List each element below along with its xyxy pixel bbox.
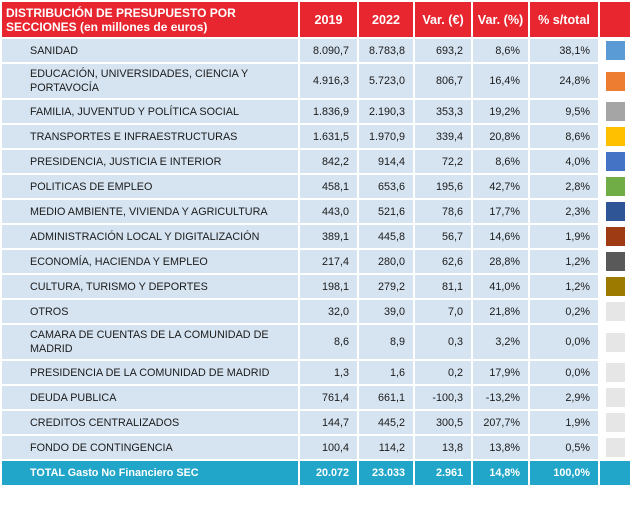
row-var-pct: 207,7%	[472, 410, 529, 435]
row-color-cell	[599, 224, 630, 249]
row-share: 0,5%	[529, 435, 599, 460]
table-row	[1, 174, 630, 199]
row-label: FONDO DE CONTINGENCIA	[1, 435, 299, 460]
row-2019: 1.836,9	[299, 99, 358, 124]
row-var-eur: 339,4	[414, 124, 472, 149]
row-var-pct: 8,6%	[472, 149, 529, 174]
row-2019: 8,6	[299, 324, 358, 360]
row-label: ADMINISTRACIÓN LOCAL Y DIGITALIZACIÓN	[1, 224, 299, 249]
row-2019: 761,4	[299, 385, 358, 410]
row-2019: 198,1	[299, 274, 358, 299]
row-color-cell	[599, 99, 630, 124]
row-2022: 521,6	[358, 199, 414, 224]
row-var-eur: 7,0	[414, 299, 472, 324]
table-row	[1, 38, 630, 63]
row-color-cell	[599, 324, 630, 360]
row-color-cell	[599, 274, 630, 299]
row-2019: 8.090,7	[299, 38, 358, 63]
table-row	[1, 63, 630, 99]
row-color-cell	[599, 410, 630, 435]
row-color-cell	[599, 199, 630, 224]
row-color-cell	[599, 249, 630, 274]
row-2022: 8.783,8	[358, 38, 414, 63]
legend-swatch	[606, 72, 625, 91]
row-2022: 39,0	[358, 299, 414, 324]
row-2019: 100,4	[299, 435, 358, 460]
row-var-eur: 62,6	[414, 249, 472, 274]
row-var-pct: -13,2%	[472, 385, 529, 410]
row-label: PRESIDENCIA, JUSTICIA E INTERIOR	[1, 149, 299, 174]
row-label: MEDIO AMBIENTE, VIVIENDA Y AGRICULTURA	[1, 199, 299, 224]
row-label: SANIDAD	[1, 38, 299, 63]
row-2019: 389,1	[299, 224, 358, 249]
row-var-eur: 56,7	[414, 224, 472, 249]
row-share: 0,0%	[529, 324, 599, 360]
table-row	[1, 385, 630, 410]
row-label: ECONOMÍA, HACIENDA Y EMPLEO	[1, 249, 299, 274]
row-share: 1,2%	[529, 274, 599, 299]
row-color-cell	[599, 124, 630, 149]
row-share: 0,0%	[529, 360, 599, 385]
legend-swatch	[606, 227, 625, 246]
row-var-eur: 81,1	[414, 274, 472, 299]
row-2022: 279,2	[358, 274, 414, 299]
row-label: OTROS	[1, 299, 299, 324]
row-2019: 4.916,3	[299, 63, 358, 99]
row-label: CULTURA, TURISMO Y DEPORTES	[1, 274, 299, 299]
row-share: 2,8%	[529, 174, 599, 199]
row-2022: 653,6	[358, 174, 414, 199]
row-var-pct: 21,8%	[472, 299, 529, 324]
row-color-cell	[599, 435, 630, 460]
row-share: 24,8%	[529, 63, 599, 99]
row-2019: 1,3	[299, 360, 358, 385]
row-2022: 1.970,9	[358, 124, 414, 149]
row-share: 38,1%	[529, 38, 599, 63]
row-2019: 144,7	[299, 410, 358, 435]
total-label: TOTAL Gasto No Financiero SEC	[1, 460, 299, 486]
row-color-cell	[599, 63, 630, 99]
col-header-2022: 2022	[358, 1, 414, 38]
row-share: 9,5%	[529, 99, 599, 124]
table-row	[1, 249, 630, 274]
row-2022: 1,6	[358, 360, 414, 385]
row-var-eur: 72,2	[414, 149, 472, 174]
row-label: CREDITOS CENTRALIZADOS	[1, 410, 299, 435]
table-row	[1, 410, 630, 435]
col-header-var-eur: Var. (€)	[414, 1, 472, 38]
row-var-pct: 14,6%	[472, 224, 529, 249]
total-2019: 20.072	[299, 460, 358, 486]
table-row	[1, 324, 630, 360]
total-2022: 23.033	[358, 460, 414, 486]
legend-swatch	[606, 102, 625, 121]
legend-swatch	[606, 152, 625, 171]
legend-swatch	[606, 127, 625, 146]
row-color-cell	[599, 385, 630, 410]
row-share: 2,3%	[529, 199, 599, 224]
legend-swatch	[606, 363, 625, 382]
table-row	[1, 99, 630, 124]
row-label: TRANSPORTES E INFRAESTRUCTURAS	[1, 124, 299, 149]
row-share: 4,0%	[529, 149, 599, 174]
row-share: 1,9%	[529, 224, 599, 249]
row-share: 2,9%	[529, 385, 599, 410]
legend-swatch	[606, 277, 625, 296]
row-2022: 280,0	[358, 249, 414, 274]
row-2019: 217,4	[299, 249, 358, 274]
row-2019: 458,1	[299, 174, 358, 199]
row-2022: 445,8	[358, 224, 414, 249]
row-var-eur: 806,7	[414, 63, 472, 99]
row-label: POLITICAS DE EMPLEO	[1, 174, 299, 199]
legend-swatch	[606, 333, 625, 352]
table-row	[1, 199, 630, 224]
col-header-color	[599, 1, 630, 38]
row-var-pct: 28,8%	[472, 249, 529, 274]
row-var-pct: 3,2%	[472, 324, 529, 360]
table-row	[1, 299, 630, 324]
row-var-pct: 17,7%	[472, 199, 529, 224]
total-color-cell	[599, 460, 630, 486]
table-row	[1, 435, 630, 460]
legend-swatch	[606, 177, 625, 196]
row-var-pct: 8,6%	[472, 38, 529, 63]
table-row	[1, 360, 630, 385]
row-label: FAMILIA, JUVENTUD Y POLÍTICA SOCIAL	[1, 99, 299, 124]
legend-swatch	[606, 252, 625, 271]
col-header-var-pct: Var. (%)	[472, 1, 529, 38]
total-share: 100,0%	[529, 460, 599, 486]
row-label: EDUCACIÓN, UNIVERSIDADES, CIENCIA Y PORTAVOCÍA	[1, 63, 299, 99]
legend-swatch	[606, 388, 625, 407]
legend-swatch	[606, 41, 625, 60]
row-2022: 5.723,0	[358, 63, 414, 99]
row-2019: 443,0	[299, 199, 358, 224]
row-label: PRESIDENCIA DE LA COMUNIDAD DE MADRID	[1, 360, 299, 385]
table-row	[1, 124, 630, 149]
row-2022: 114,2	[358, 435, 414, 460]
row-2019: 32,0	[299, 299, 358, 324]
row-2019: 842,2	[299, 149, 358, 174]
legend-swatch	[606, 202, 625, 221]
row-var-eur: 13,8	[414, 435, 472, 460]
row-color-cell	[599, 360, 630, 385]
row-share: 0,2%	[529, 299, 599, 324]
total-row	[1, 460, 630, 486]
row-color-cell	[599, 149, 630, 174]
row-var-pct: 16,4%	[472, 63, 529, 99]
row-var-eur: -100,3	[414, 385, 472, 410]
row-var-pct: 17,9%	[472, 360, 529, 385]
row-share: 8,6%	[529, 124, 599, 149]
row-var-eur: 353,3	[414, 99, 472, 124]
row-var-eur: 693,2	[414, 38, 472, 63]
row-color-cell	[599, 38, 630, 63]
row-2022: 914,4	[358, 149, 414, 174]
row-label: DEUDA PUBLICA	[1, 385, 299, 410]
row-2022: 8,9	[358, 324, 414, 360]
row-var-pct: 19,2%	[472, 99, 529, 124]
legend-swatch	[606, 438, 625, 457]
row-color-cell	[599, 299, 630, 324]
row-label: CAMARA DE CUENTAS DE LA COMUNIDAD DE MADRID	[1, 324, 299, 360]
row-2022: 661,1	[358, 385, 414, 410]
row-var-eur: 300,5	[414, 410, 472, 435]
row-var-pct: 13,8%	[472, 435, 529, 460]
legend-swatch	[606, 413, 625, 432]
legend-swatch	[606, 302, 625, 321]
row-color-cell	[599, 174, 630, 199]
table-row	[1, 149, 630, 174]
header-row	[1, 1, 630, 38]
table-row	[1, 224, 630, 249]
col-header-2019: 2019	[299, 1, 358, 38]
row-var-pct: 20,8%	[472, 124, 529, 149]
row-var-eur: 78,6	[414, 199, 472, 224]
row-2022: 2.190,3	[358, 99, 414, 124]
table-row	[1, 274, 630, 299]
row-share: 1,9%	[529, 410, 599, 435]
total-var-eur: 2.961	[414, 460, 472, 486]
table-title: DISTRIBUCIÓN DE PRESUPUESTO POR SECCIONES (en millones de euros)	[1, 1, 299, 38]
row-var-eur: 0,2	[414, 360, 472, 385]
row-var-eur: 195,6	[414, 174, 472, 199]
row-2022: 445,2	[358, 410, 414, 435]
row-var-pct: 41,0%	[472, 274, 529, 299]
row-var-eur: 0,3	[414, 324, 472, 360]
total-var-pct: 14,8%	[472, 460, 529, 486]
row-var-pct: 42,7%	[472, 174, 529, 199]
col-header-share: % s/total	[529, 1, 599, 38]
row-2019: 1.631,5	[299, 124, 358, 149]
row-share: 1,2%	[529, 249, 599, 274]
